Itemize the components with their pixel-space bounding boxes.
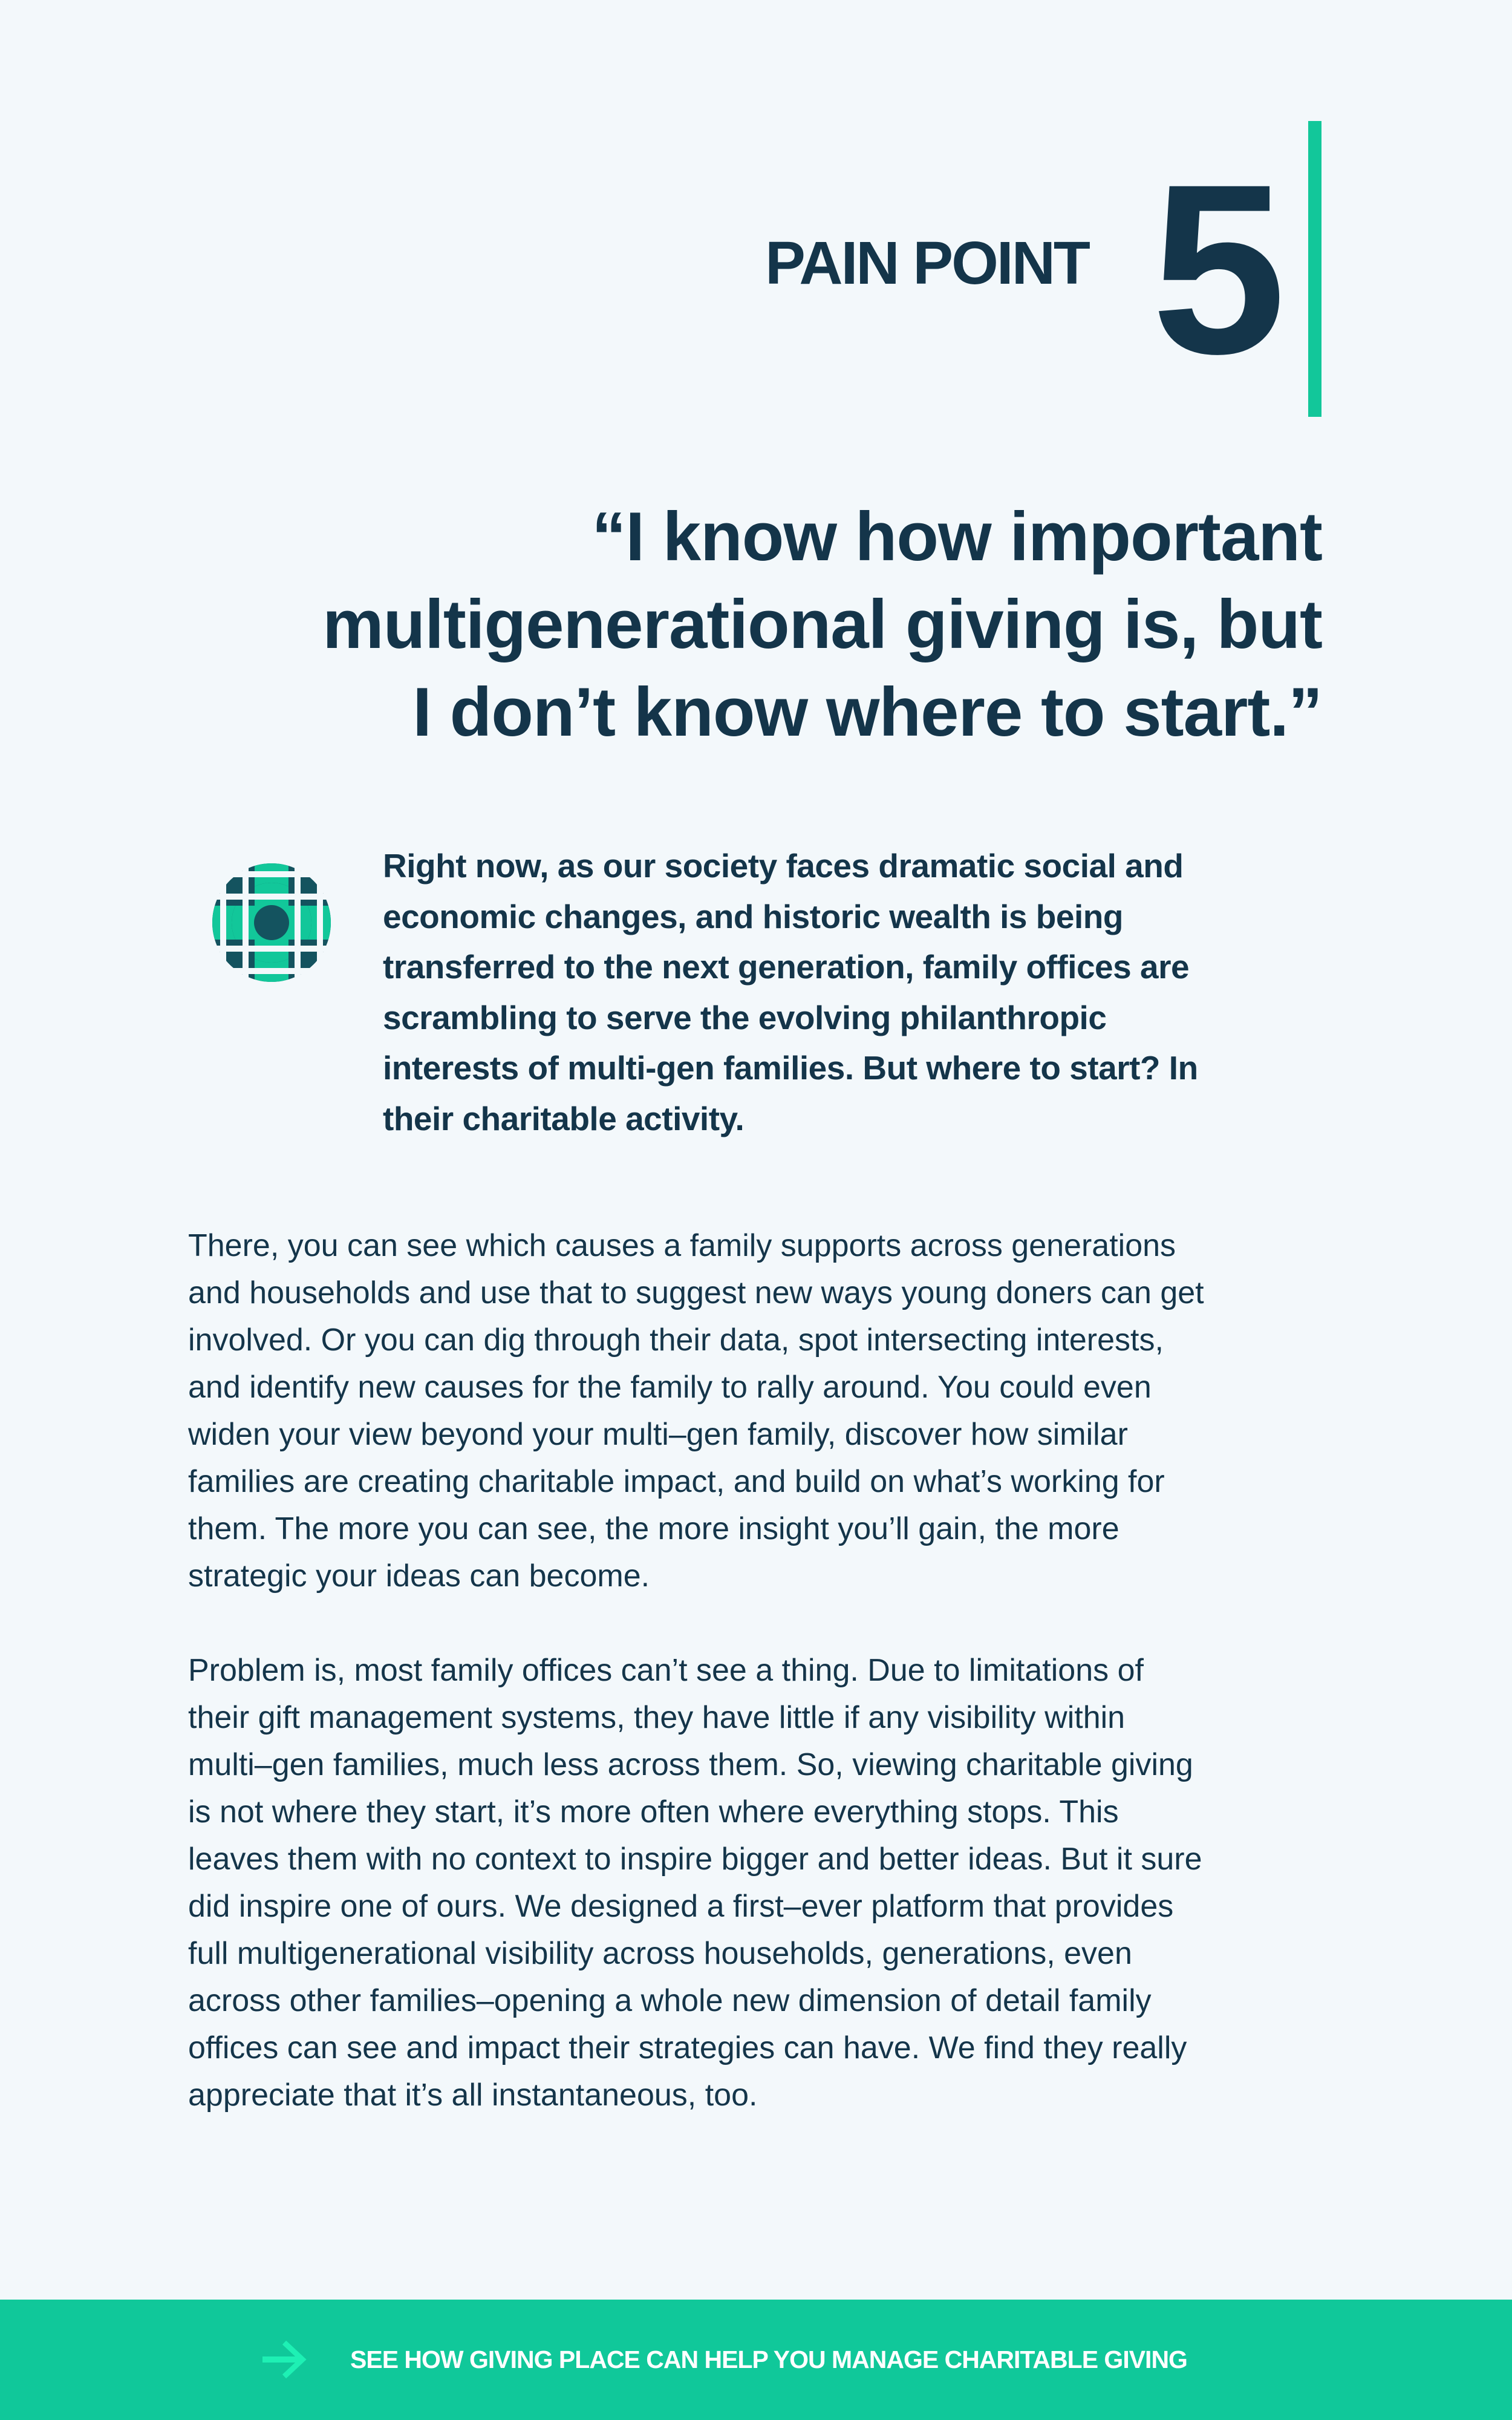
- arrow-right-icon[interactable]: [260, 2340, 311, 2379]
- body-line: involved. Or you can dig through their data, spot intersecting interests,: [188, 1323, 1164, 1358]
- body-line: offices can see and impact their strategies can have. We find they really: [188, 2030, 1187, 2065]
- body-line: There, you can see which causes a family supports across generations: [188, 1228, 1176, 1263]
- pain-point-label: PAIN POINT: [765, 229, 1089, 297]
- body-line: leaves them with no context to inspire bigger and better ideas. But it sure: [188, 1842, 1202, 1877]
- body-line: them. The more you can see, the more insight you’ll gain, the more: [188, 1511, 1119, 1546]
- body-line: across other families–opening a whole new dimension of detail family: [188, 1983, 1152, 2018]
- pain-point-number: 5: [1151, 134, 1280, 404]
- body-line: is not where they start, it’s more often where everything stops. This: [188, 1794, 1119, 1830]
- body-line: Problem is, most family offices can’t see a thing. Due to limitations of: [188, 1653, 1144, 1688]
- intro-line: Right now, as our society faces dramatic social and: [383, 847, 1184, 885]
- body-line: and households and use that to suggest new ways young doners can get: [188, 1275, 1204, 1310]
- body-line: and identify new causes for the family to rally around. You could even: [188, 1370, 1152, 1405]
- body-paragraph-1: [188, 1222, 1204, 1600]
- body-line: did inspire one of ours. We designed a first–ever platform that provides: [188, 1889, 1174, 1924]
- body-line: full multigenerational visibility across households, generations, even: [188, 1936, 1132, 1971]
- intro-line: transferred to the next generation, family offices are: [383, 948, 1190, 986]
- intro-paragraph: [383, 841, 1198, 1144]
- accent-divider: [1308, 121, 1321, 417]
- body-line: multi–gen families, much less across them. So, viewing charitable giving: [188, 1747, 1193, 1782]
- footer-cta-link[interactable]: SEE HOW GIVING PLACE CAN HELP YOU MANAGE CHARITABLE GIVING: [350, 2346, 1187, 2373]
- intro-line: economic changes, and historic wealth is being: [383, 897, 1123, 935]
- body-line: widen your view beyond your multi–gen family, discover how similar: [188, 1417, 1128, 1452]
- body-paragraph-2: [188, 1647, 1202, 2119]
- body-line: their gift management systems, they have little if any visibility within: [188, 1700, 1126, 1735]
- body-line: families are creating charitable impact, and build on what’s working for: [188, 1464, 1165, 1499]
- pull-quote: [322, 493, 1322, 756]
- intro-line: scrambling to serve the evolving philanthropic: [383, 998, 1107, 1036]
- body-line: appreciate that it’s all instantaneous, too.: [188, 2078, 758, 2113]
- giving-place-logo-icon: [210, 861, 333, 984]
- intro-line: their charitable activity.: [383, 1099, 745, 1137]
- quote-line: “I know how important: [591, 499, 1322, 575]
- body-line: strategic your ideas can become.: [188, 1558, 650, 1594]
- quote-line: multigenerational giving is, but: [322, 586, 1322, 663]
- quote-line: I don’t know where to start.”: [412, 674, 1322, 751]
- intro-line: interests of multi-gen families. But where to start? In: [383, 1049, 1198, 1087]
